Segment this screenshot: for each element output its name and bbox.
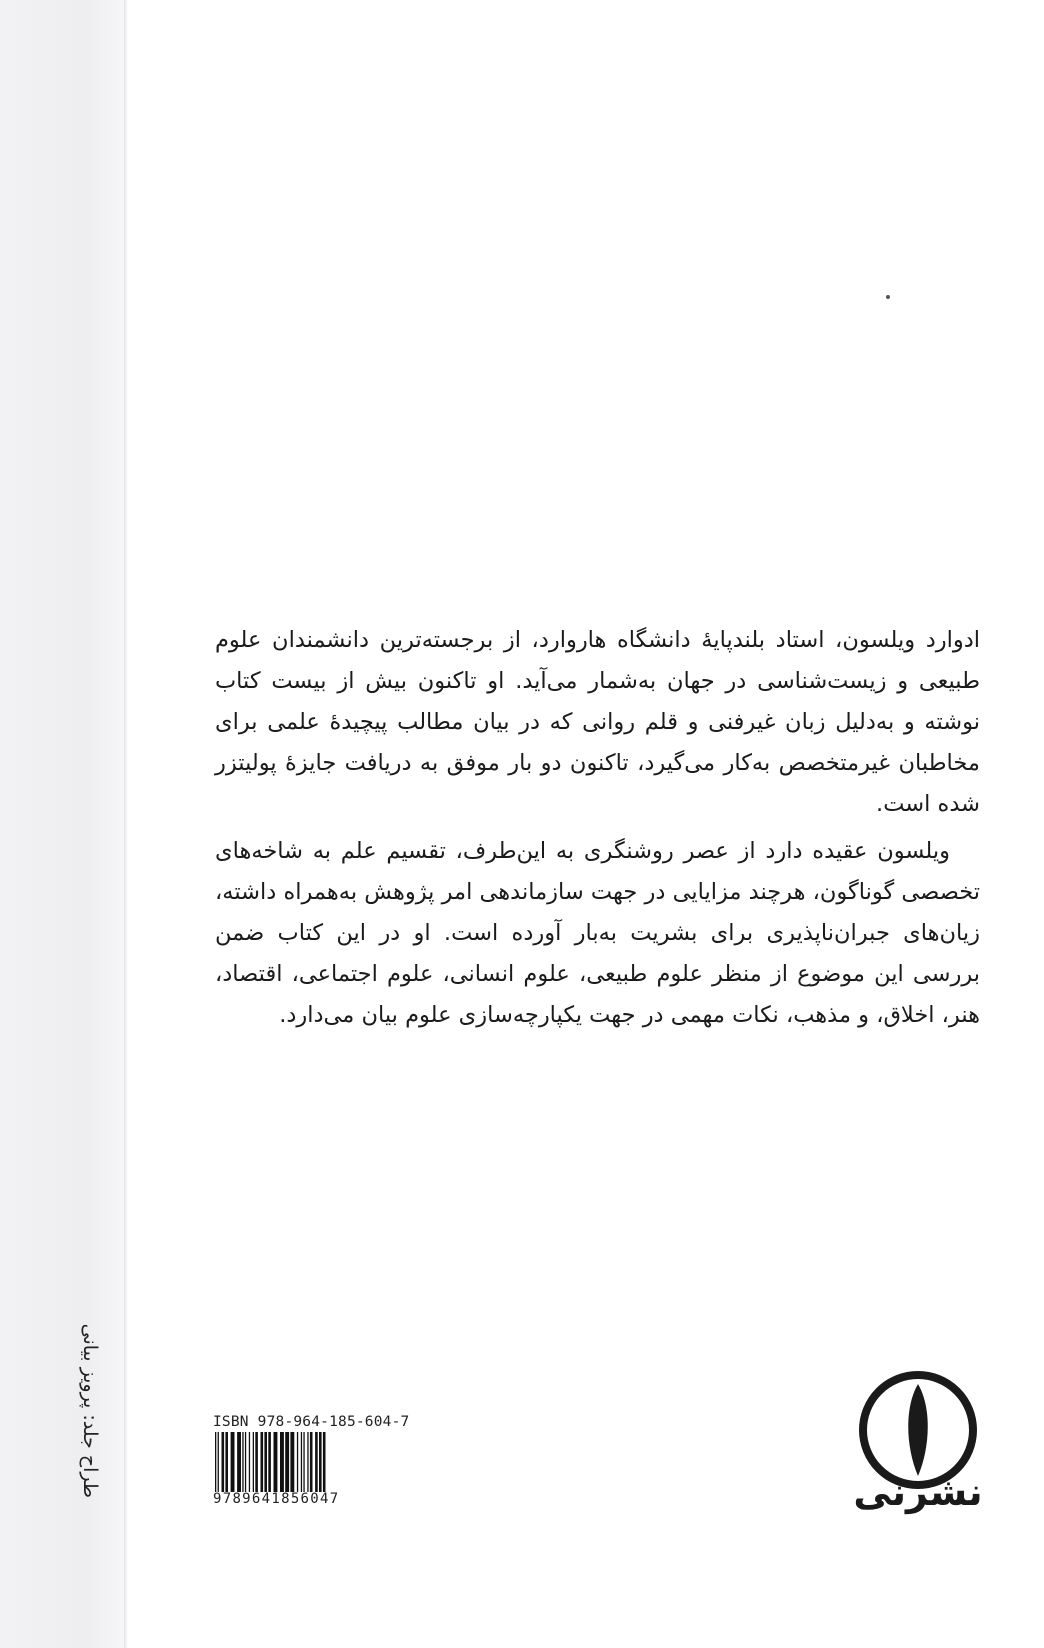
back-cover-blurb (215, 620, 980, 1036)
barcode-bars (213, 1432, 385, 1492)
barcode-digits: 9789641856047 (213, 1491, 340, 1507)
blurb-paragraph-1: ادوارد ویلسون، استاد بلندپایهٔ دانشگاه هاروارد، از برجسته‌ترین دانشمندان علوم طبیعی و زیست‌شناسی در جهان به‌شمار می‌آید. او تاکنون بیش از بیست کتاب نوشته و به‌دلیل زبان غیرفنی و قلم روانی که در بیان مطالب پیچیدهٔ علمی برای مخاطبان غیرمتخصص به‌کار می‌گیرد، تاکنون دو بار موفق به دریافت جایزهٔ پولیتزر شده است. (215, 627, 980, 817)
isbn-barcode (213, 1414, 410, 1507)
publisher-name: نشرنی (853, 1470, 983, 1514)
print-speck (886, 295, 890, 299)
cover-designer-credit: طراح جلد: پرویز بیانی (79, 1323, 101, 1498)
isbn-label: ISBN 978-964-185-604-7 (213, 1414, 410, 1430)
spine-edge (124, 0, 128, 1648)
blurb-paragraph-2: ویلسون عقیده دارد از عصر روشنگری به این‌طرف، تقسیم علم به شاخه‌های تخصصی گوناگون، هرچند مزایایی در جهت سازماندهی امر پژوهش به‌همراه داشته، زیان‌های جبران‌ناپذیری برای بشریت به‌بار آورده است. او در این کتاب ضمن بررسی این موضوع از منظر علوم طبیعی، علوم انسانی، علوم اجتماعی، اقتصاد، هنر، اخلاق، و مذهب، نکات مهمی در جهت یکپارچه‌سازی علوم بیان می‌دارد. (215, 838, 980, 1028)
